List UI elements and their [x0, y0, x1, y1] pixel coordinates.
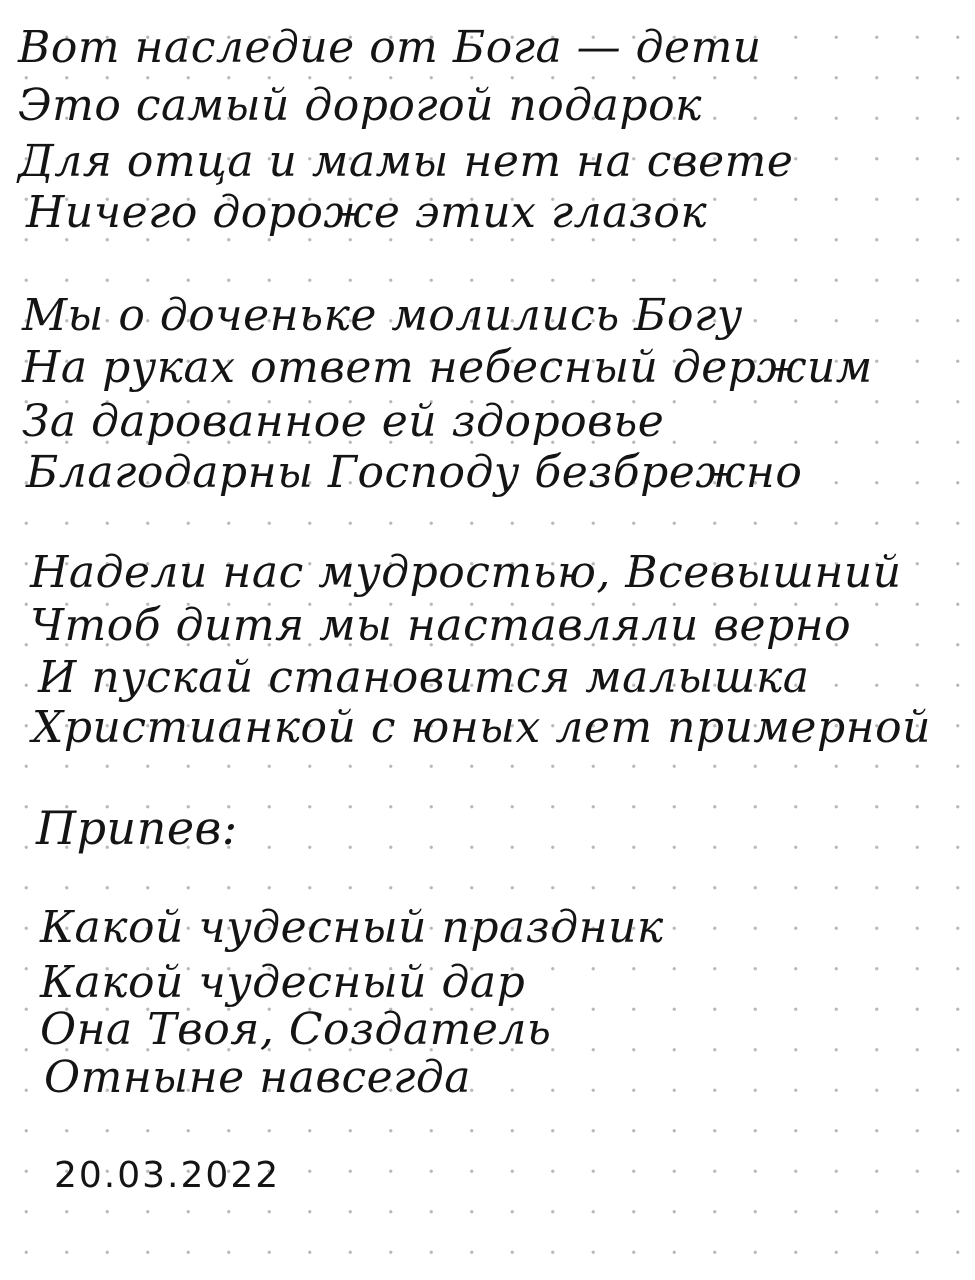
verse-1-line-3: Для отца и мамы нет на свете [18, 136, 794, 187]
chorus-line-3: Она Твоя, Создатель [40, 1004, 552, 1055]
date-signature: 20.03.2022 [54, 1155, 281, 1196]
verse-1-line-4: Ничего дороже этих глазок [26, 187, 708, 238]
verse-3-line-2: Чтоб дитя мы наставляли верно [30, 600, 852, 651]
verse-3-line-1: Надели нас мудростью, Всевышний [30, 547, 902, 598]
verse-1-line-1: Вот наследие от Бога — дети [18, 22, 762, 73]
verse-3-line-3: И пускай становится малышка [38, 652, 810, 703]
chorus-line-4: Отныне навсегда [44, 1052, 471, 1103]
chorus-line-1: Какой чудесный праздник [40, 902, 664, 953]
chorus-line-2: Какой чудесный дар [40, 957, 526, 1008]
chorus-label: Припев: [36, 801, 238, 855]
verse-2-line-3: За дарованное ей здоровье [22, 396, 665, 447]
verse-2-line-1: Мы о доченьке молились Богу [22, 290, 743, 341]
verse-1-line-2: Это самый дорогой подарок [18, 80, 702, 131]
verse-3-line-4: Христианкой с юных лет примерной [32, 702, 931, 753]
verse-2-line-2: На руках ответ небесный держим [22, 342, 873, 393]
verse-2-line-4: Благодарны Господу безбрежно [26, 447, 803, 498]
